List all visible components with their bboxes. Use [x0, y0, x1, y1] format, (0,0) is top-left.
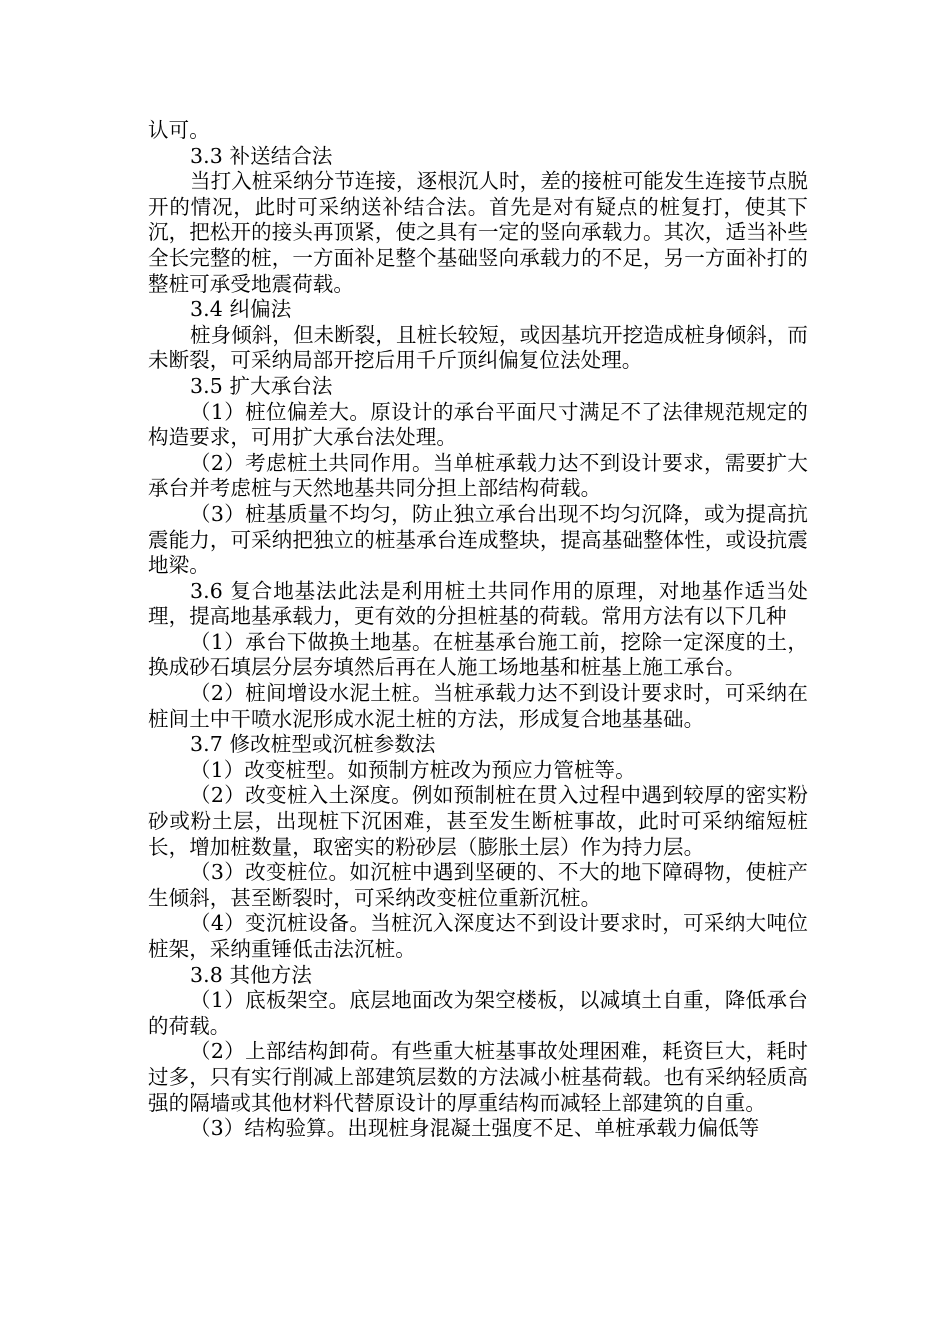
paragraph-continuation: 认可。	[148, 118, 210, 142]
paragraph: 当打入桩采纳分节连接，逐根沉人时，差的接桩可能发生连接节点脱开的情况，此时可采纳送补结合法。首先是对有疑点的桩复打，使其下沉，把松开的接头再顶紧，使之具有一定的竖向承载力。其次，适当补些全长完整的桩，一方面补足整个基础竖向承载力的不足，另一方面补打的整桩可承受地震荷载。	[148, 169, 808, 296]
section-heading-3-7: 3.7 修改桩型或沉桩参数法	[190, 732, 436, 757]
section-heading-3-3: 3.3 补送结合法	[190, 143, 333, 168]
list-item: （1）承台下做换土地基。在桩基承台施工前，挖除一定深度的土，换成砂石填层分层夯填然后再在人施工场地基和桩基上施工承台。	[148, 629, 808, 680]
list-item: （3）结构验算。出现桩身混凝土强度不足、单桩承载力偏低等	[190, 1116, 760, 1141]
list-item: （3）改变桩位。如沉桩中遇到坚硬的、不大的地下障碍物，使桩产生倾斜，甚至断裂时，可采纳改变桩位重新沉桩。	[148, 860, 808, 910]
list-item: （1）桩位偏差大。原设计的承台平面尺寸满足不了法律规范规定的构造要求，可用扩大承台法处理。	[148, 399, 808, 450]
section-heading-3-6: 3.6 复合地基法此法是利用桩土共同作用的原理，对地基作适当处理，提高地基承载力，更有效的分担桩基的荷载。常用方法有以下几种	[148, 578, 808, 629]
list-item: （2）考虑桩土共同作用。当单桩承载力达不到设计要求，需要扩大承台并考虑桩与天然地基共同分担上部结构荷载。	[148, 450, 808, 501]
list-item: （2）改变桩入土深度。例如预制桩在贯入过程中遇到较厚的密实粉砂或粉土层，出现桩下沉困难，甚至发生断桩事故，此时可采纳缩短桩长，增加桩数量，取密实的粉砂层（膨胀土层）作为持力层。	[148, 783, 808, 859]
list-item: （2）上部结构卸荷。有些重大桩基事故处理困难，耗资巨大，耗时过多，只有实行削减上部建筑层数的方法减小桩基荷载。也有采纳轻质高强的隔墙或其他材料代替原设计的厚重结构而减轻上部建筑的自重。	[148, 1039, 808, 1115]
section-heading-3-4: 3.4 纠偏法	[190, 297, 292, 322]
list-item: （3）桩基质量不均匀，防止独立承台出现不均匀沉降，或为提高抗震能力，可采纳把独立的桩基承台连成整块，提高基础整体性，或设抗震地梁。	[148, 501, 808, 578]
document-body	[148, 118, 808, 1142]
section-heading-3-8: 3.8 其他方法	[190, 962, 312, 987]
list-item: （1）底板架空。底层地面改为架空楼板，以减填土自重，降低承台的荷载。	[148, 988, 808, 1038]
list-item: （1）改变桩型。如预制方桩改为预应力管桩等。	[190, 757, 636, 782]
paragraph: 桩身倾斜，但未断裂，且桩长较短，或因基坑开挖造成桩身倾斜，而未断裂，可采纳局部开挖后用千斤顶纠偏复位法处理。	[148, 322, 808, 373]
list-item: （2）桩间增设水泥土桩。当桩承载力达不到设计要求时，可采纳在桩间土中干喷水泥形成水泥土桩的方法，形成复合地基基础。	[148, 681, 808, 731]
section-heading-3-5: 3.5 扩大承台法	[190, 373, 333, 398]
list-item: （4）变沉桩设备。当桩沉入深度达不到设计要求时，可采纳大吨位桩架，采纳重锤低击法沉桩。	[148, 911, 808, 961]
